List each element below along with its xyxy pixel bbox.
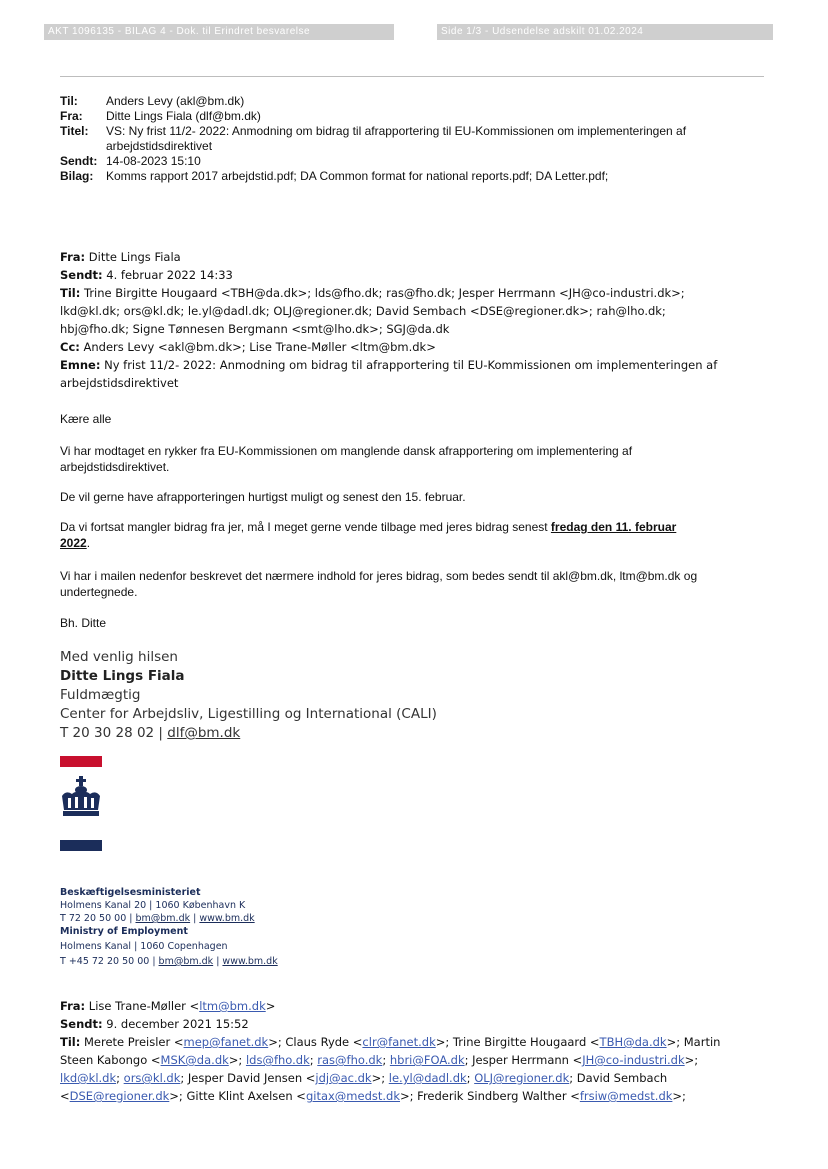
recipient-text: ;: [382, 1053, 390, 1067]
email1-til-3: hbj@fho.dk; Signe Tønnesen Bergmann <smt@lho.dk>; SGJ@da.dk: [60, 322, 450, 336]
recipient-text: ;: [466, 1071, 475, 1085]
recipient-text: ; Jesper David Jensen <: [180, 1071, 316, 1085]
email2-til: Til: Merete Preisler <mep@fanet.dk>; Claus Ryde <clr@fanet.dk>; Trine Birgitte Hougaard <TBH@da.dk>; Martin: [60, 1035, 721, 1049]
recipient-text: ;: [116, 1071, 124, 1085]
email1-til-2: lkd@kl.dk; ors@kl.dk; le.yl@dadl.dk; OLJ@regioner.dk; David Sembach <DSE@regioner.dk>; rah@lho.dk;: [60, 304, 666, 318]
recipient-email-link[interactable]: gitax@medst.dk: [305, 1089, 401, 1103]
recipient-text: >;: [228, 1053, 246, 1067]
body-paragraph-1: Vi har modtaget en rykker fra EU-Kommissionen om manglende dansk afrapportering om implementering af arbejdstidsdirektivet.: [60, 444, 633, 474]
footer-email-link[interactable]: bm@bm.dk: [135, 913, 191, 924]
email1-headers: [60, 248, 760, 392]
email1-sendt: Sendt: 4. februar 2022 14:33: [60, 268, 233, 282]
body-paragraph-3: Da vi fortsat mangler bidrag fra jer, må I meget gerne vende tilbage med jeres bidrag senest fredag den 11. februar 2022.: [60, 520, 677, 550]
recipient-email-link[interactable]: jdj@ac.dk: [315, 1071, 372, 1085]
recipient-text: Merete Preisler <: [80, 1035, 184, 1049]
recipient-email-link[interactable]: DSE@regioner.dk: [69, 1089, 170, 1103]
recipient-text: >; Gitte Klint Axelsen <: [169, 1089, 306, 1103]
crown-icon: [58, 776, 104, 820]
recipient-email-link[interactable]: le.yl@dadl.dk: [388, 1071, 467, 1085]
email-link[interactable]: ltm@bm.dk: [199, 999, 266, 1013]
logo-bar-bottom: [60, 840, 102, 851]
recipient-text: ;: [309, 1053, 318, 1067]
email2-til-2: [60, 1051, 760, 1069]
body-greeting: Kære alle: [60, 412, 112, 426]
email1-cc: Cc: Anders Levy <akl@bm.dk>; Lise Trane-Møller <ltm@bm.dk>: [60, 340, 436, 354]
header-divider: [60, 76, 764, 77]
recipient-email-link[interactable]: ors@kl.dk: [123, 1071, 181, 1085]
recipient-text: >;: [371, 1071, 389, 1085]
org-footer: Beskæftigelsesministeriet Holmens Kanal 20 | 1060 København K T 72 20 50 00 | bm@bm.dk | www.bm.dk Ministry of Employment Holmens Kanal | 1060 Copenhagen T +45 72 20 50 00 | bm@bm.dk | www.bm.dk: [60, 887, 278, 967]
body-paragraph-4: Vi har i mailen nedenfor beskrevet det nærmere indhold for jeres bidrag, som bedes sendt til akl@bm.dk, ltm@bm.dk og undertegnede.: [60, 569, 698, 599]
footer-web-link[interactable]: www.bm.dk: [199, 913, 255, 924]
signature-email-link[interactable]: dlf@bm.dk: [167, 725, 241, 741]
recipient-email-link[interactable]: JH@co-industri.dk: [582, 1053, 685, 1067]
message-header: Til: Anders Levy (akl@bm.dk) Fra: Ditte Lings Fiala (dlf@bm.dk) Titel: VS: Ny frist 11/2- 2022: Anmodning om bidrag til afrapportering til EU-Kommissionen om implementeringen af arbejdstidsdirektivet Sendt: 14-08-2023 15:10 Bilag: Komms rapport 2017 arbejdstid.pdf; DA Common format for national reports.pdf; DA Letter.pdf;: [60, 94, 687, 183]
recipient-text: >; Martin: [666, 1035, 721, 1049]
recipient-email-link[interactable]: mep@fanet.dk: [183, 1035, 269, 1049]
email1-fra: Fra: Ditte Lings Fiala: [60, 250, 181, 264]
recipient-email-link[interactable]: lds@fho.dk: [245, 1053, 310, 1067]
stamp-right: Side 1/3 - Udsendelse adskilt 01.02.2024: [437, 24, 773, 40]
header-titel-cont: arbejdstidsdirektivet: [106, 139, 213, 153]
recipient-text: <: [60, 1089, 70, 1103]
body-paragraph-2: De vil gerne have afrapporteringen hurtigst muligt og senest den 15. februar.: [60, 490, 466, 504]
footer-en-web-link[interactable]: www.bm.dk: [222, 956, 278, 967]
email2-til-4: [60, 1087, 760, 1105]
recipient-email-link[interactable]: MSK@da.dk: [160, 1053, 229, 1067]
recipient-text: >; Frederik Sindberg Walther <: [400, 1089, 580, 1103]
logo-bar-top: [60, 756, 102, 767]
recipient-text: >; Trine Birgitte Hougaard <: [435, 1035, 600, 1049]
recipient-text: Steen Kabongo <: [60, 1053, 161, 1067]
recipient-text: >;: [684, 1053, 699, 1067]
email2-headers: [60, 997, 760, 1105]
recipient-email-link[interactable]: clr@fanet.dk: [362, 1035, 436, 1049]
stamp-left: AKT 1096135 - BILAG 4 - Dok. til Erindret besvarelse: [44, 24, 394, 40]
email1-emne: Emne: Ny frist 11/2- 2022: Anmodning om bidrag til afrapportering til EU-Kommissionen om implementeringen af: [60, 358, 718, 372]
signature-name: Ditte Lings Fiala: [60, 668, 185, 684]
email1-emne-2: arbejdstidsdirektivet: [60, 376, 179, 390]
recipient-text: ; Jesper Herrmann <: [464, 1053, 583, 1067]
signature: Med venlig hilsen Ditte Lings Fiala Fuldmægtig Center for Arbejdsliv, Ligestilling og International (CALI) T 20 30 28 02 | dlf@bm.dk: [60, 649, 437, 741]
recipient-email-link[interactable]: frsiw@medst.dk: [579, 1089, 673, 1103]
recipient-email-link[interactable]: TBH@da.dk: [599, 1035, 667, 1049]
email2-til-3: [60, 1069, 760, 1087]
deadline-text: fredag den 11. februar: [550, 520, 677, 534]
footer-en-email-link[interactable]: bm@bm.dk: [158, 956, 214, 967]
recipient-email-link[interactable]: hbri@FOA.dk: [389, 1053, 465, 1067]
recipient-email-link[interactable]: ras@fho.dk: [317, 1053, 383, 1067]
recipient-email-link[interactable]: OLJ@regioner.dk: [474, 1071, 570, 1085]
body-signoff: Bh. Ditte: [60, 616, 107, 630]
recipient-text: >; Claus Ryde <: [268, 1035, 363, 1049]
recipient-text: ; David Sembach: [569, 1071, 668, 1085]
email2-fra: Fra: Lise Trane-Møller <ltm@bm.dk>: [60, 999, 276, 1013]
email1-til: Til: Trine Birgitte Hougaard <TBH@da.dk>; lds@fho.dk; ras@fho.dk; Jesper Herrmann <JH@co-industri.dk>;: [60, 286, 685, 300]
recipient-email-link[interactable]: lkd@kl.dk: [60, 1071, 117, 1085]
email2-sendt: Sendt: 9. december 2021 15:52: [60, 1017, 249, 1031]
recipient-text: >;: [672, 1089, 686, 1103]
